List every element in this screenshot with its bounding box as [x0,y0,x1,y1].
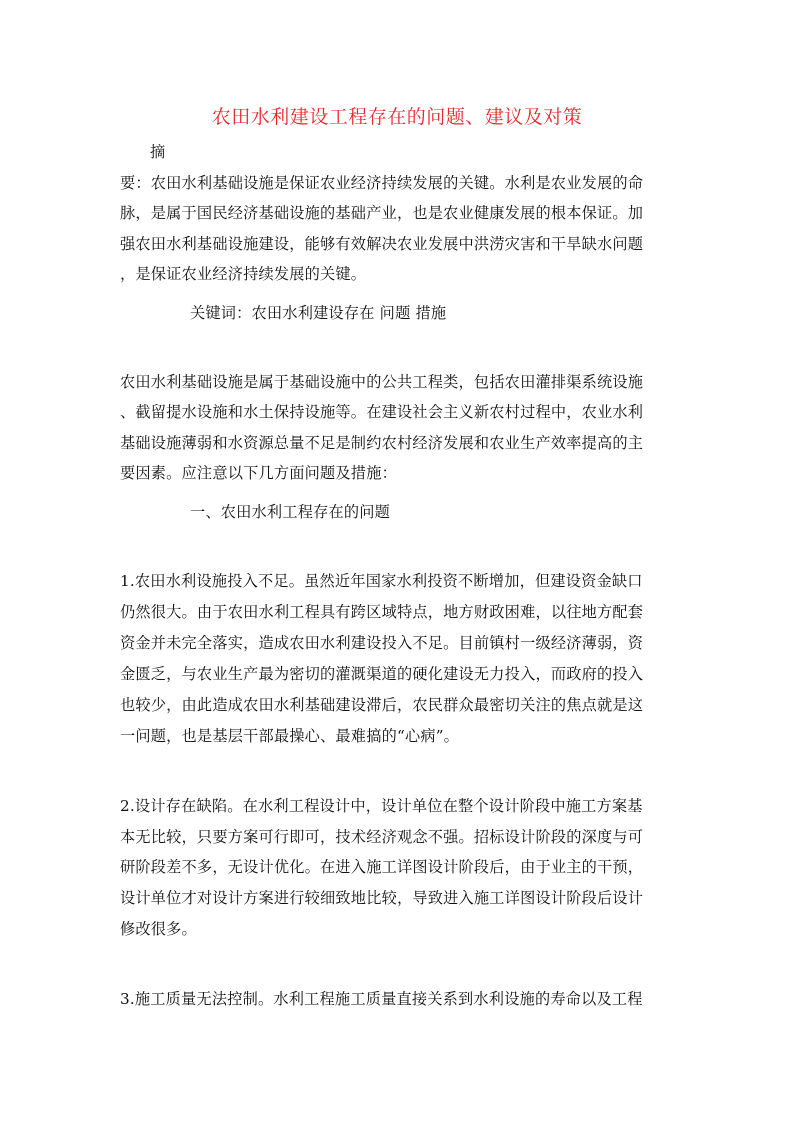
p1-line-5: 也较少，由此造成农田水利基础建设滞后，农民群众最密切关注的焦点就是这 [120,696,644,714]
abstract-line-4: ，是保证农业经济持续发展的关键。 [120,265,367,283]
p2-line-2: 本无比较，只要方案可行即可，技术经济观念不强。招标设计阶段的深度与可 [120,828,644,846]
abstract-line-2: 脉，是属于国民经济基础设施的基础产业，也是农业健康发展的根本保证。加 [120,204,644,222]
intro-line-3: 基础设施薄弱和水资源总量不足是制约农村经济发展和农业生产效率提高的主 [120,434,644,452]
section-heading: 一、农田水利工程存在的问题 [190,503,391,521]
p3-line-1: 3.施工质量无法控制。水利工程施工质量直接关系到水利设施的寿命以及工程 [120,990,643,1008]
p2-line-4: 设计单位才对设计方案进行较细致地比较，导致进入施工详图设计阶段后设计 [120,889,644,907]
p2-line-3: 研阶段差不多，无设计优化。在进入施工详图设计阶段后，由于业主的干预， [120,858,644,876]
p1-line-1: 1.农田水利设施投入不足。虽然近年国家水利投资不断增加，但建设资金缺口 [120,572,643,590]
p2-line-5: 修改很多。 [120,920,197,938]
keywords: 关键词：农田水利建设存在 问题 措施 [190,304,447,322]
p2-line-1: 2.设计存在缺陷。在水利工程设计中，设计单位在整个设计阶段中施工方案基 [120,797,643,815]
abstract-line-1: 要：农田水利基础设施是保证农业经济持续发展的关键。水利是农业发展的命 [120,174,644,192]
p1-line-4: 金匮乏，与农业生产最为密切的灌溉渠道的硬化建设无力投入，而政府的投入 [120,665,644,683]
intro-line-2: 、截留提水设施和水土保持设施等。在建设社会主义新农村过程中，农业水利 [120,403,644,421]
p1-line-3: 资金并未完全落实，造成农田水利建设投入不足。目前镇村一级经济薄弱，资 [120,634,644,652]
document-title: 农田水利建设工程存在的问题、建议及对策 [211,106,583,128]
p1-line-2: 仍然很大。由于农田水利工程具有跨区域特点，地方财政困难，以往地方配套 [120,603,644,621]
intro-line-4: 要因素。应注意以下几方面问题及措施： [120,464,397,482]
abstract-head: 摘 [150,143,166,161]
abstract-line-3: 强农田水利基础设施建设，能够有效解决农业发展中洪涝灾害和干旱缺水问题 [120,235,644,253]
intro-line-1: 农田水利基础设施是属于基础设施中的公共工程类，包括农田灌排渠系统设施 [120,373,644,391]
p1-line-6: 一问题，也是基层干部最操心、最难搞的“心病”。 [120,727,460,745]
